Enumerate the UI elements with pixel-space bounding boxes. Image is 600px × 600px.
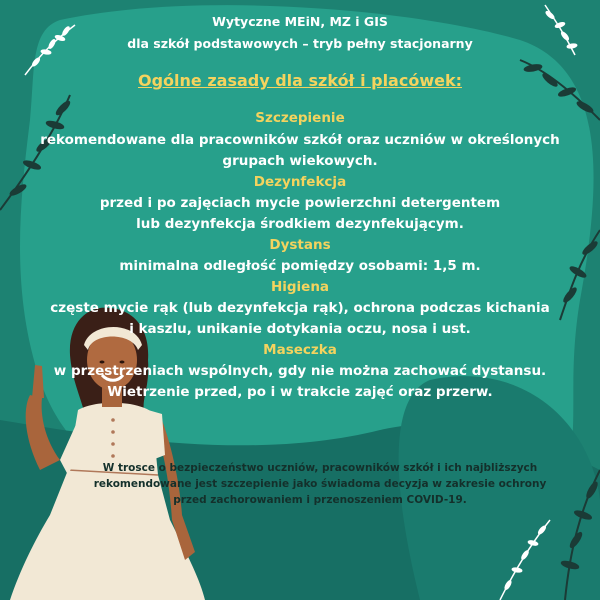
section-title-szczepienie: Szczepienie [255, 110, 345, 126]
section-text-line: grupach wiekowych. [222, 153, 378, 169]
section-title-maseczka: Maseczka [263, 342, 337, 358]
note-line: rekomendowane jest szczepienie jako świadoma decyzja w zakresie ochrony [93, 478, 547, 490]
section-title-dezynfekcja: Dezynfekcja [253, 174, 347, 190]
section-title-dystans: Dystans [269, 237, 331, 253]
section-text-line: i kaszlu, unikanie dotykania oczu, nosa i ust. [129, 321, 471, 337]
main-heading: Ogólne zasady dla szkół i placówek: [137, 71, 462, 90]
section-text-line: częste mycie rąk (lub dezynfekcja rąk), ochrona podczas kichania [50, 300, 550, 316]
note-line: przed zachorowaniem i przenoszeniem COVID-19. [173, 494, 467, 506]
note-line: W trosce o bezpieczeństwo uczniów, pracowników szkół i ich najbliższych [102, 462, 538, 474]
section-text-line: lub dezynfekcja środkiem dezynfekującym. [136, 216, 464, 232]
section-text-line: minimalna odległość pomiędzy osobami: 1,5 m. [119, 258, 481, 274]
section-text-line: przed i po zajęciach mycie powierzchni detergentem [99, 195, 501, 211]
header-line-2: dla szkół podstawowych – tryb pełny stacjonarny [127, 36, 473, 51]
header-line-1: Wytyczne MEiN, MZ i GIS [212, 14, 388, 29]
section-text-line: rekomendowane dla pracowników szkół oraz uczniów w określonych [40, 132, 560, 148]
section-title-higiena: Higiena [270, 279, 330, 295]
section-text-line: w przestrzeniach wspólnych, gdy nie można zachować dystansu. [53, 363, 547, 379]
section-text-line: Wietrzenie przed, po i w trakcie zajęć oraz przerw. [107, 384, 493, 400]
